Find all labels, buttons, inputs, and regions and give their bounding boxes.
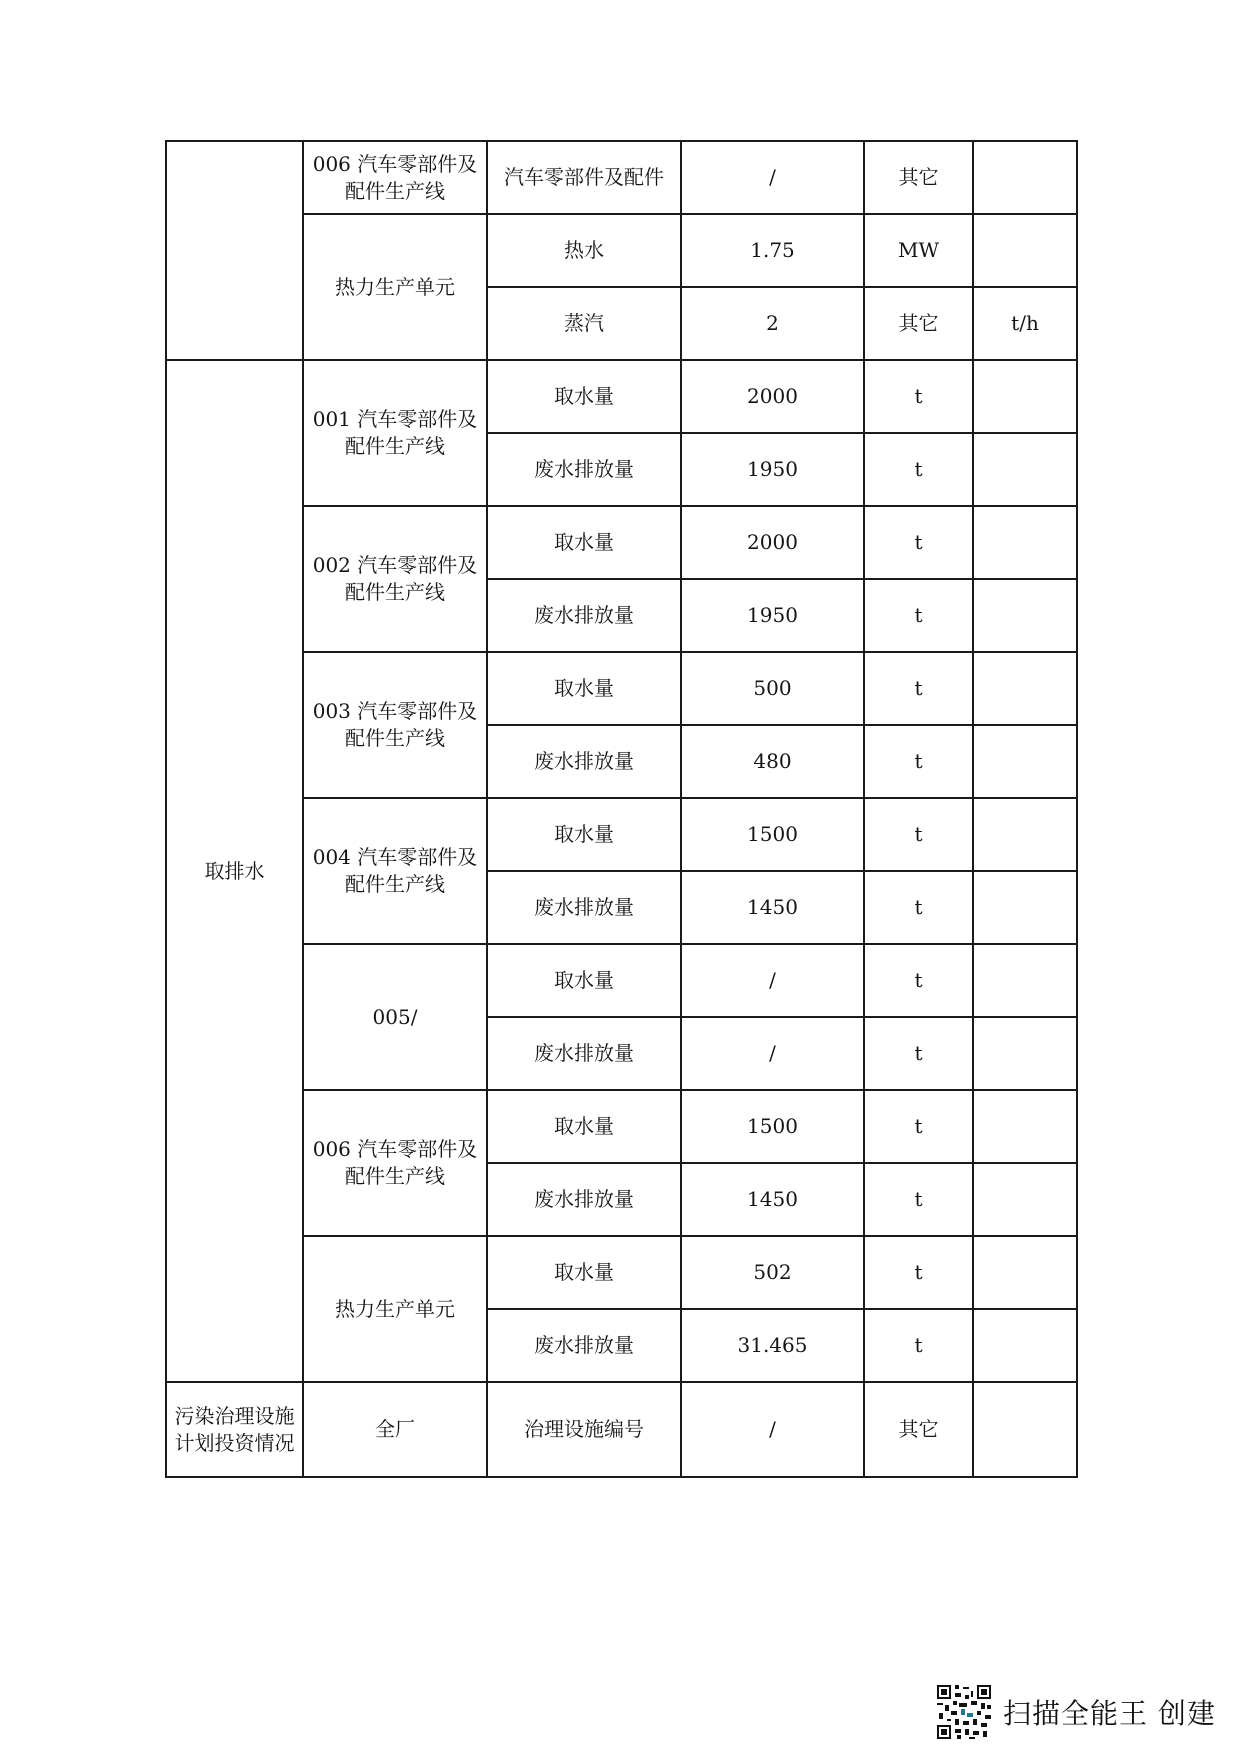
item-cell: 汽车零部件及配件 [487, 141, 681, 214]
item-cell: 废水排放量 [487, 1017, 681, 1090]
unit-type-cell: t [864, 1090, 973, 1163]
category-cell: 污染治理设施计划投资情况 [166, 1382, 303, 1477]
value-cell: 1950 [681, 433, 864, 506]
item-cell: 废水排放量 [487, 871, 681, 944]
unit-type-cell: 其它 [864, 141, 973, 214]
unit-type-cell: t [864, 1163, 973, 1236]
note-cell [973, 214, 1077, 287]
unit-cell: 热力生产单元 [303, 214, 487, 360]
note-cell [973, 944, 1077, 1017]
unit-type-cell: 其它 [864, 1382, 973, 1477]
item-cell: 废水排放量 [487, 433, 681, 506]
value-cell: 2000 [681, 360, 864, 433]
table-row [166, 1090, 1077, 1163]
unit-type-cell: t [864, 506, 973, 579]
value-cell: 1500 [681, 798, 864, 871]
unit-cell: 热力生产单元 [303, 1236, 487, 1382]
note-cell [973, 433, 1077, 506]
item-cell: 废水排放量 [487, 579, 681, 652]
unit-cell: 全厂 [303, 1382, 487, 1477]
unit-type-cell: t [864, 1017, 973, 1090]
note-cell [973, 1017, 1077, 1090]
table-row [166, 506, 1077, 579]
table-row [166, 1236, 1077, 1309]
unit-cell: 005/ [303, 944, 487, 1090]
item-cell: 热水 [487, 214, 681, 287]
unit-type-cell: t [864, 725, 973, 798]
note-cell [973, 652, 1077, 725]
qr-code-icon [935, 1683, 993, 1741]
note-cell [973, 1236, 1077, 1309]
unit-type-cell: t [864, 1236, 973, 1309]
value-cell: / [681, 1382, 864, 1477]
value-cell: / [681, 944, 864, 1017]
unit-type-cell: t [864, 652, 973, 725]
item-cell: 取水量 [487, 652, 681, 725]
unit-cell: 004 汽车零部件及配件生产线 [303, 798, 487, 944]
note-cell [973, 798, 1077, 871]
value-cell: 1.75 [681, 214, 864, 287]
value-cell: 1950 [681, 579, 864, 652]
data-table [165, 140, 1078, 1478]
note-cell [973, 871, 1077, 944]
note-cell [973, 360, 1077, 433]
value-cell: 502 [681, 1236, 864, 1309]
note-cell [973, 506, 1077, 579]
unit-cell: 006 汽车零部件及配件生产线 [303, 141, 487, 214]
unit-cell: 003 汽车零部件及配件生产线 [303, 652, 487, 798]
value-cell: 1450 [681, 871, 864, 944]
item-cell: 取水量 [487, 360, 681, 433]
note-cell [973, 141, 1077, 214]
table-row [166, 798, 1077, 871]
unit-type-cell: t [864, 579, 973, 652]
unit-type-cell: t [864, 433, 973, 506]
unit-type-cell: t [864, 360, 973, 433]
value-cell: 500 [681, 652, 864, 725]
note-cell [973, 1382, 1077, 1477]
value-cell: 480 [681, 725, 864, 798]
watermark [935, 1683, 1216, 1741]
table-row [166, 1382, 1077, 1477]
value-cell: 1450 [681, 1163, 864, 1236]
unit-type-cell: 其它 [864, 287, 973, 360]
note-cell [973, 1163, 1077, 1236]
note-cell [973, 579, 1077, 652]
item-cell: 废水排放量 [487, 725, 681, 798]
value-cell: 2000 [681, 506, 864, 579]
table-row [166, 360, 1077, 433]
item-cell: 治理设施编号 [487, 1382, 681, 1477]
unit-cell: 006 汽车零部件及配件生产线 [303, 1090, 487, 1236]
table-row [166, 652, 1077, 725]
table-row [166, 944, 1077, 1017]
unit-type-cell: t [864, 871, 973, 944]
value-cell: 31.465 [681, 1309, 864, 1382]
value-cell: / [681, 1017, 864, 1090]
value-cell: 1500 [681, 1090, 864, 1163]
item-cell: 取水量 [487, 798, 681, 871]
value-cell: / [681, 141, 864, 214]
item-cell: 取水量 [487, 1090, 681, 1163]
item-cell: 废水排放量 [487, 1309, 681, 1382]
note-cell [973, 725, 1077, 798]
table-row [166, 141, 1077, 214]
note-cell: t/h [973, 287, 1077, 360]
unit-type-cell: t [864, 798, 973, 871]
unit-cell: 002 汽车零部件及配件生产线 [303, 506, 487, 652]
value-cell: 2 [681, 287, 864, 360]
unit-type-cell: t [864, 944, 973, 1017]
item-cell: 废水排放量 [487, 1163, 681, 1236]
table-row [166, 214, 1077, 287]
item-cell: 取水量 [487, 506, 681, 579]
unit-type-cell: t [864, 1309, 973, 1382]
item-cell: 蒸汽 [487, 287, 681, 360]
watermark-text: 扫描全能王 创建 [1003, 1697, 1216, 1730]
unit-type-cell: MW [864, 214, 973, 287]
note-cell [973, 1090, 1077, 1163]
category-cell-empty [166, 141, 303, 360]
note-cell [973, 1309, 1077, 1382]
unit-cell: 001 汽车零部件及配件生产线 [303, 360, 487, 506]
category-cell: 取排水 [166, 360, 303, 1382]
item-cell: 取水量 [487, 1236, 681, 1309]
item-cell: 取水量 [487, 944, 681, 1017]
